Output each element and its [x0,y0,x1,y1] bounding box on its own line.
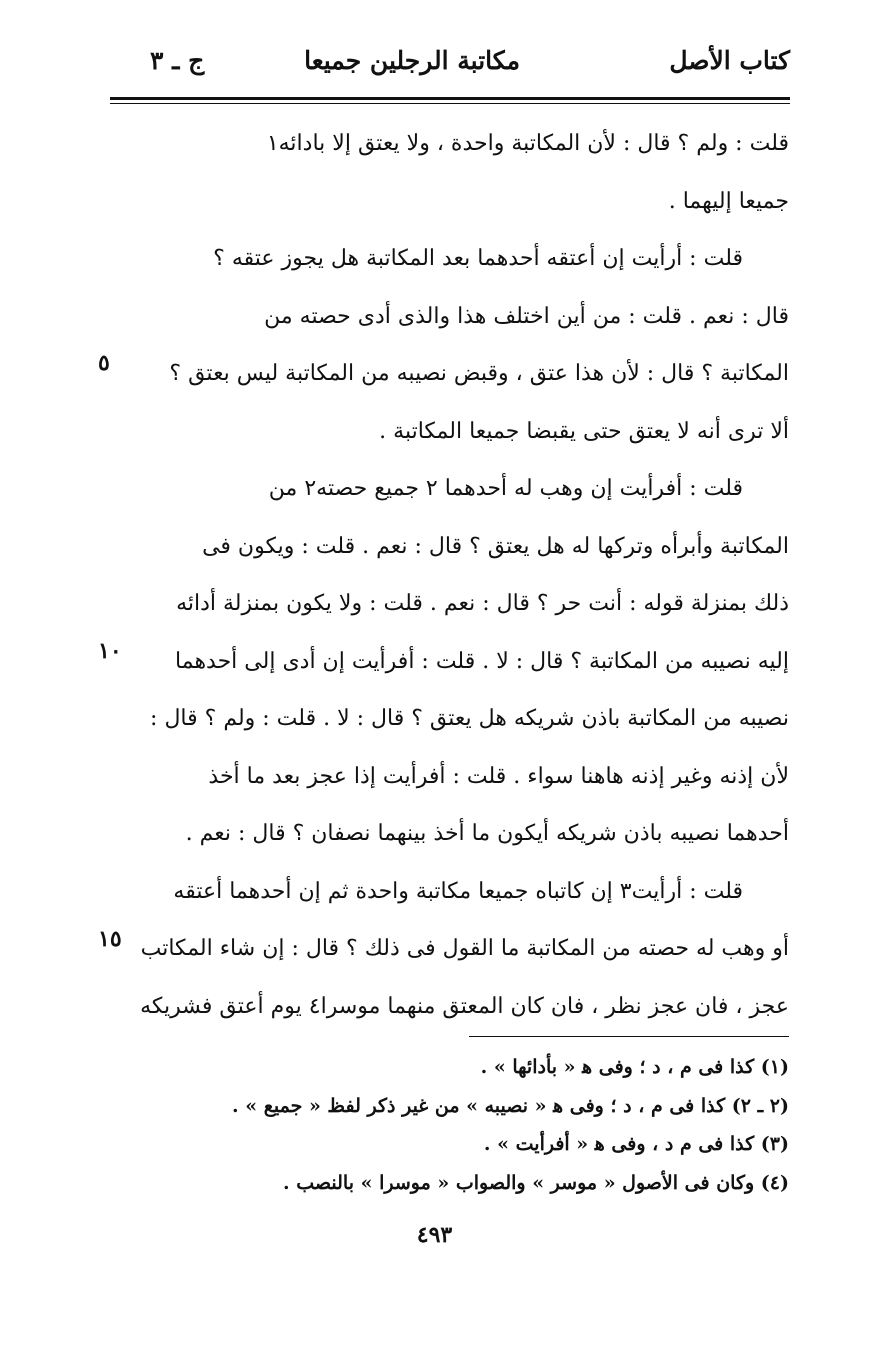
running-header [110,46,790,90]
line-number-15: ١٥ [98,926,122,952]
footnotes-list [129,1048,789,1202]
header-rule-thick [110,97,790,100]
chapter-title: مكاتبة الرجلين جميعا [304,46,520,75]
line-number-10: ١٠ [98,638,122,664]
footnote-2: (٢ ـ ٢) كذا فى م ، د ؛ وفى ﻫ « نصيبه » من غير ذكر لفظ « جميع » . [232,1094,789,1117]
footnote-4: (٤) وكان فى الأصول « موسر » والصواب « موسرا » بالنصب . [283,1171,789,1194]
page-number: ٤٩٣ [416,1222,453,1248]
book-title: كتاب الأصل [669,46,790,75]
footnote-separator [469,1036,789,1037]
paragraph-2: قلت : أرأيت إن أعتقه أحدهما بعد المكاتبة هل يجوز عتقه ؟ قال : نعم . قلت : من أين اختلف هذا والذى أدى حصته من المكاتبة ؟ قال : لأن هذا عتق ، وقبض نصيبه من المكاتبة ليس بعتق ؟ ألا ترى أنه لا يعتق حتى يقبضا جميعا المكاتبة . [169,246,789,444]
paragraph-4: قلت : أرأيت٣ إن كاتباه جميعا مكاتبة واحدة ثم إن أحدهما أعتقه أو وهب له حصته من المكاتبة ما القول فى ذلك ؟ قال : إن شاء المكاتب عجز ، فان عجز نظر ، فان كان المعتق منهما موسرا٤ يوم أعتق فشريكه [140,878,789,1019]
header-rule-thin [110,103,790,104]
volume-label: ج ـ ٣ [150,46,205,75]
paragraph-3: قلت : أفرأيت إن وهب له أحدهما ٢ جميع حصته٢ من المكاتبة وأبرأه وتركها له هل يعتق ؟ قال : نعم . قلت : ويكون فى ذلك بمنزلة قوله : أنت حر ؟ قال : نعم . قلت : ولا يكون بمنزلة أدائه إليه نصيبه من المكاتبة ؟ قال : لا . قلت : أفرأيت إن أدى إلى أحدهما نصيبه من المكاتبة باذن شريكه هل يعتق ؟ قال : لا . قلت : ولم ؟ قال : لأن إذنه وغير إذنه هاهنا سواء . قلت : أفرأيت إذا عجز بعد ما أخذ أحدهما نصيبه باذن شريكه أيكون ما أخذ بينهما نصفان ؟ قال : نعم . [150,476,789,846]
main-text [129,115,789,1035]
line-number-5: ٥ [98,350,110,376]
footnote-3: (٣) كذا فى م د ، وفى ﻫ « أفرأيت » . [483,1133,789,1155]
paragraph-1: قلت : ولم ؟ قال : لأن المكاتبة واحدة ، ولا يعتق إلا بادائه١ جميعا إليهما . [266,131,789,214]
footnote-1: (١) كذا فى م ، د ؛ وفى ﻫ « بأدائها » . [480,1056,789,1078]
